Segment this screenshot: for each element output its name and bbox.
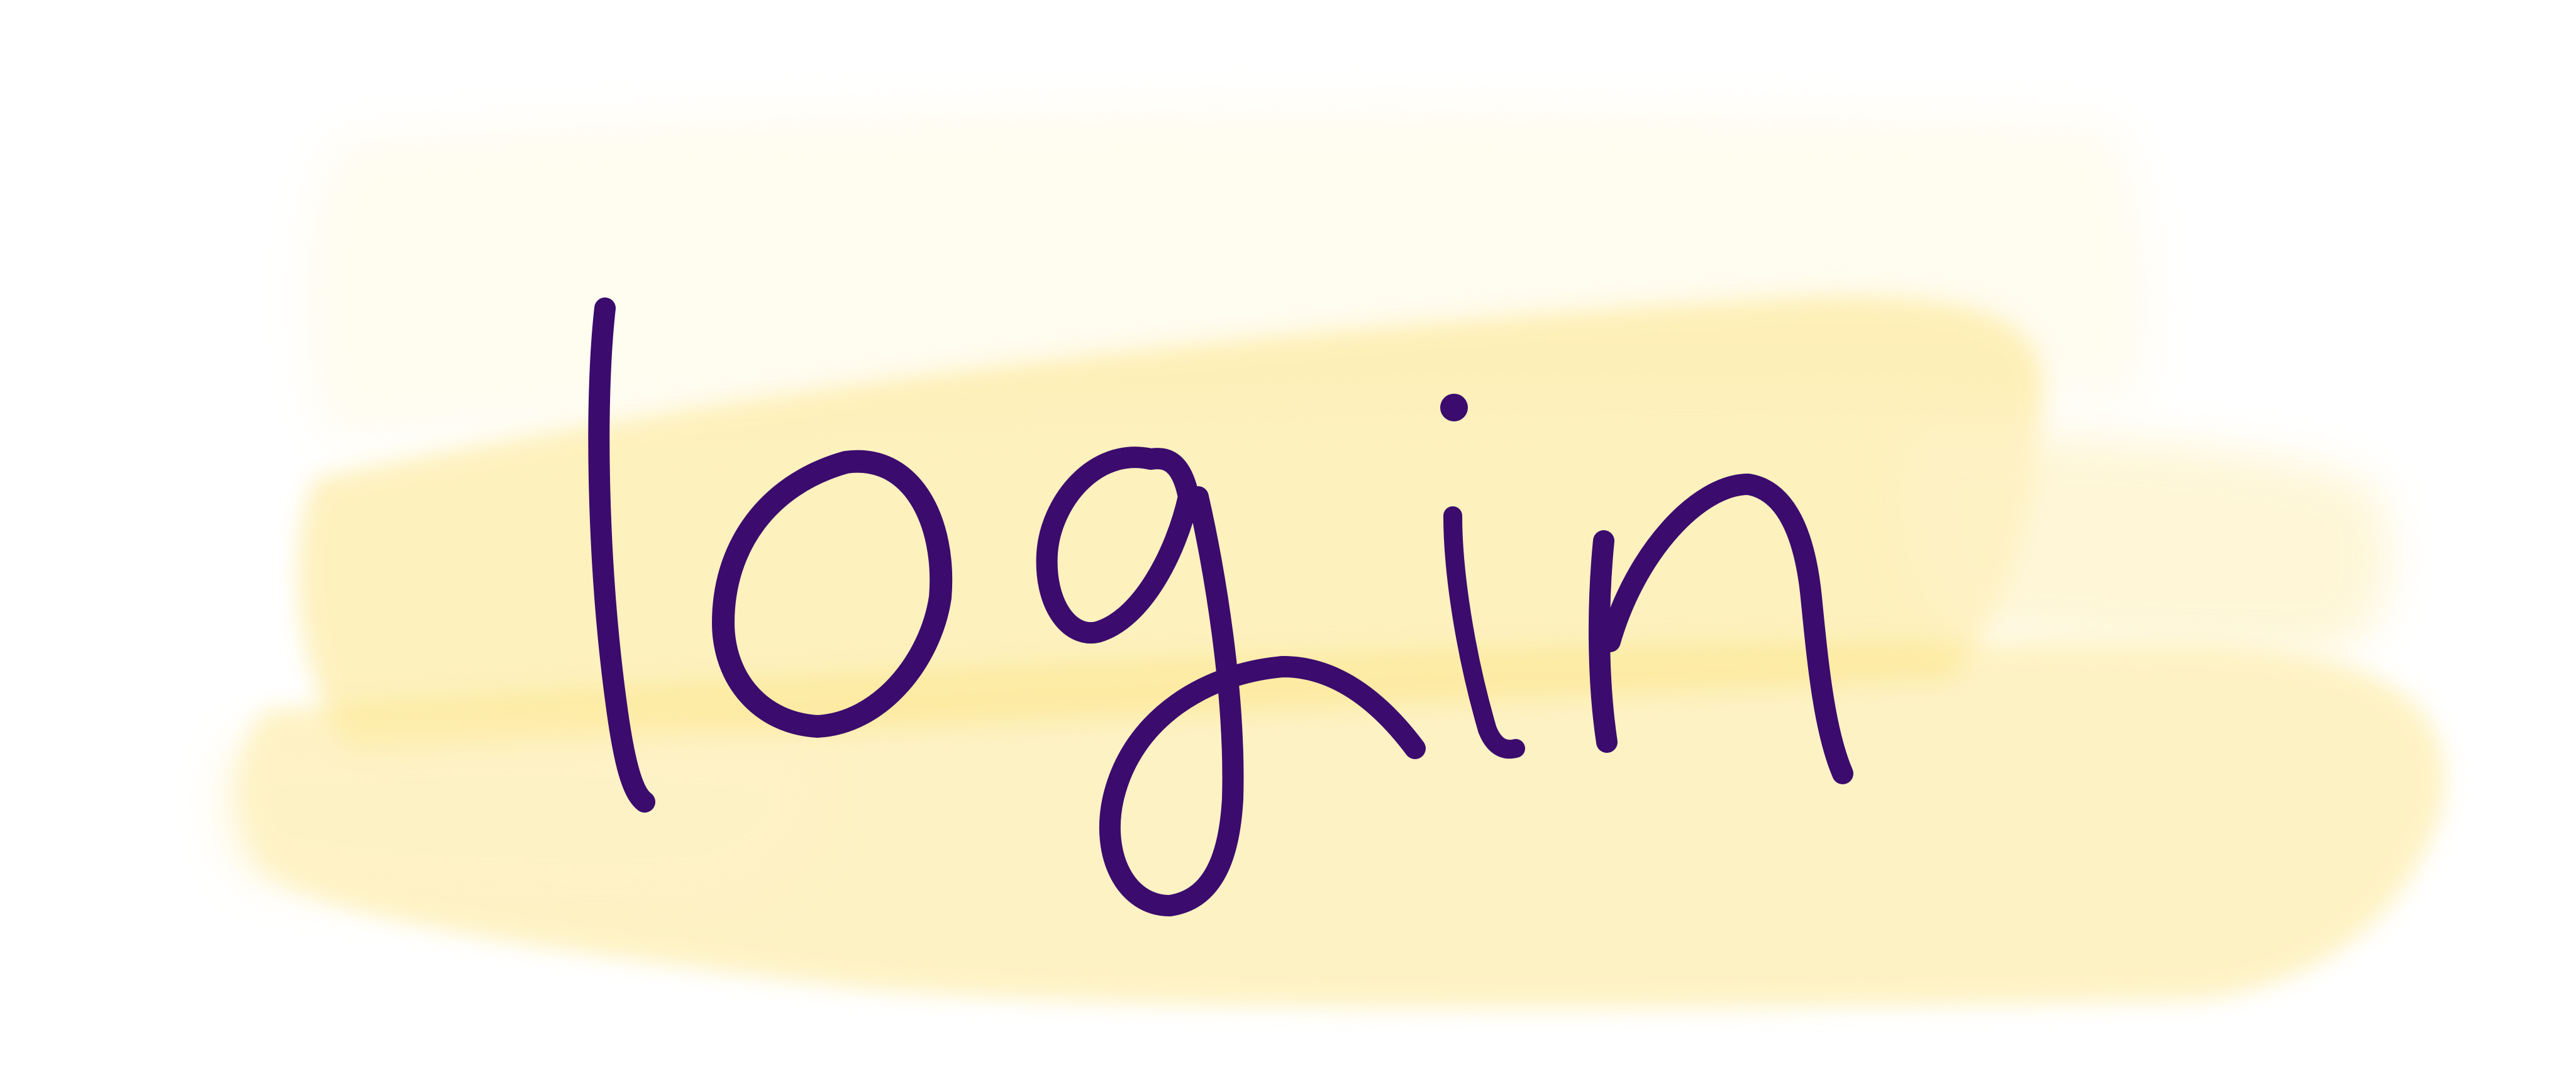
wash-stroke-left (221, 730, 819, 908)
watercolor-wash (221, 107, 2445, 1008)
letter-i-dot (1440, 394, 1468, 421)
